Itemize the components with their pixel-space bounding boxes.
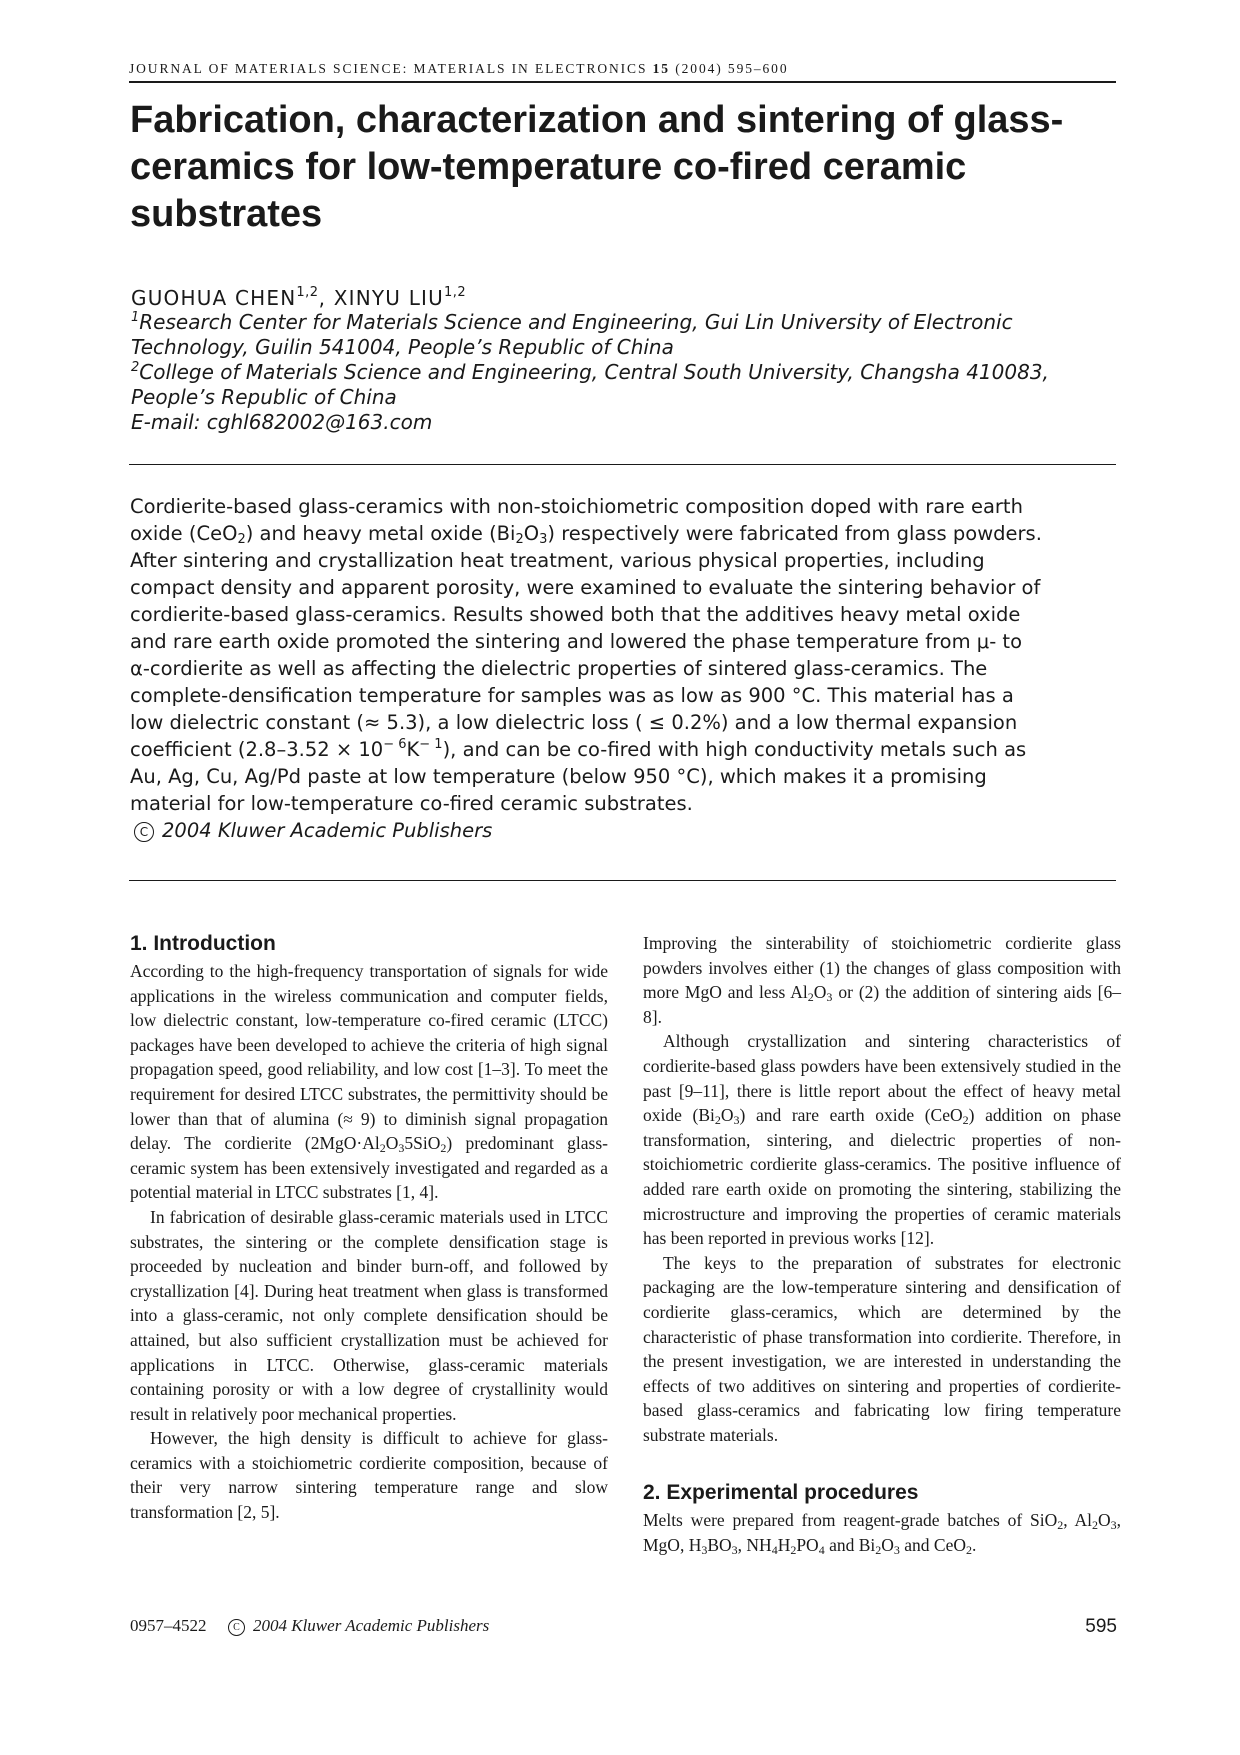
page-number: 595: [1085, 1616, 1117, 1637]
abstract-copyright: C 2004 Kluwer Academic Publishers: [130, 817, 1120, 844]
paragraph: In fabrication of desirable glass-ceramic materials used in LTCC substrates, the sintering or the complete densification stage is proceeded by nucleation and binder burn-off, and followed by crystallization [4]. During heat treatment when glass is transformed into a glass-ceramic, not only complete densification should be attained, but also sufficient crystallization must be achieved for applications in LTCC. Otherwise, glass-ceramic materials containing porosity or with a low degree of crystallinity would result in relatively poor mechanical properties.: [130, 1206, 608, 1424]
author-list: GUOHUA CHEN$^{1,2}$, XINYU LIU$^{1,2}$: [131, 285, 467, 310]
abstract-line: compact density and apparent porosity, were examined to evaluate the sintering behavior of: [130, 576, 1041, 599]
affiliation-line: People’s Republic of China: [131, 385, 397, 409]
abstract-line: α-cordierite as well as affecting the dielectric properties of sintered glass-ceramics. The: [130, 657, 988, 680]
running-head: [129, 61, 788, 77]
abstract-line: material for low-temperature co-fired ceramic substrates.: [130, 792, 693, 815]
abstract-line: complete-densification temperature for samples was as low as 900 °C. This material has a: [130, 684, 1014, 707]
footer-publisher: C 2004 Kluwer Academic Publishers: [228, 1616, 489, 1636]
header-rule: [129, 81, 1116, 83]
abstract-bottom-rule: [129, 880, 1116, 881]
section-heading: 2. Experimental procedures: [643, 1481, 919, 1505]
author-name: GUOHUA CHEN: [131, 286, 297, 310]
paragraph: According to the high-frequency transportation of signals for wide applications in the wireless communication and computer fields, low dielectric constant, low-temperature co-fired ceramic (LTCC) packages have been developed to achieve the criteria of high signal propagation speed, good reliability, and low cost [1–3]. To meet the requirement for desired LTCC substrates, the permittivity should be lower than that of alumina (≈ 9) to diminish signal propagation delay. The cordierite $(2MgO\cdot Al_2O_35SiO_2)$ predominant glass-ceramic system has been extensively investigated and regarded as a potential material in LTCC substrates [1, 4].: [130, 961, 608, 1203]
abstract: [130, 493, 1120, 844]
author-affiliation-mark: 1,2: [443, 285, 467, 300]
affiliation-line: $^2$College of Materials Science and Engineering, Central South University, Changsha 410083,: [131, 360, 1049, 384]
abstract-top-rule: [129, 464, 1116, 465]
paragraph: Melts were prepared from reagent-grade batches of SiO$_2$, $Al_2O_3$, MgO, $H_3BO_3$, $NH_4H_2PO_4$ and $Bi_2O_3$ and CeO$_2$.: [643, 1510, 1121, 1558]
abstract-line: low dielectric constant (≈ 5.3), a low dielectric loss ( ≤ 0.2%) and a low thermal expansion: [130, 711, 1018, 734]
section-heading: 1. Introduction: [130, 932, 276, 955]
paragraph: However, the high density is difficult to achieve for glass-ceramics with a stoichiometric cordierite composition, because of their very narrow sintering temperature range and slow transformation [2, 5].: [130, 1428, 608, 1523]
abstract-line: coefficient $(2.8-3.52 \times 10^{- 6}K^{- 1})$, and can be co-fired with high conductivity metals such as: [130, 737, 1027, 761]
paragraph: The keys to the preparation of substrates for electronic packaging are the low-temperature sintering and densification of cordierite glass-ceramics, which are determined by the characteristic of phase transformation into cordierite. Therefore, in the present investigation, we are interested in understanding the effects of two additives on sintering and properties of cordierite-based glass-ceramics and fabricating low firing temperature substrate materials.: [643, 1252, 1121, 1445]
abstract-line: Cordierite-based glass-ceramics with non-stoichiometric composition doped with rare earth: [130, 495, 1023, 518]
journal-volume: 15: [652, 61, 670, 76]
abstract-line: oxide (CeO$_2$) and heavy metal oxide $(Bi_2O_3)$ respectively were fabricated from glass powders.: [130, 522, 1042, 547]
author-email: E-mail: cghl682002@163.com: [131, 410, 433, 434]
author-affiliation-mark: 1,2: [296, 285, 319, 300]
affiliations: [131, 310, 1121, 435]
copyright-icon: C: [228, 1619, 245, 1636]
author-name: XINYU LIU: [333, 286, 444, 310]
abstract-line: cordierite-based glass-ceramics. Results showed both that the additives heavy metal oxide: [130, 603, 1021, 626]
journal-name: JOURNAL OF MATERIALS SCIENCE: MATERIALS IN ELECTRONICS: [129, 61, 648, 76]
journal-year-pages: (2004) 595–600: [675, 61, 789, 76]
paper-title: Fabrication, characterization and sintering of glass-ceramics for low-temperature co-fired ceramic substrates: [130, 99, 1064, 235]
right-column: [643, 931, 1121, 1558]
affiliation-line: $^1$Research Center for Materials Science and Engineering, Gui Lin University of Electronic: [131, 310, 1013, 334]
abstract-line: and rare earth oxide promoted the sintering and lowered the phase temperature from μ- to: [130, 630, 1023, 653]
copyright-icon: C: [134, 822, 154, 842]
section-gap: [643, 1447, 1121, 1480]
abstract-line: After sintering and crystallization heat treatment, various physical properties, including: [130, 549, 985, 572]
affiliation-line: Technology, Guilin 541004, People’s Republic of China: [131, 335, 674, 359]
paragraph: Improving the sinterability of stoichiometric cordierite glass powders involves either (1) the changes of glass composition with more MgO and less $Al_2O_3$ or (2) the addition of sintering aids [6–8].: [643, 933, 1121, 1027]
left-column: [130, 931, 608, 1525]
paragraph: Although crystallization and sintering characteristics of cordierite-based glass powders have been extensively studied in the past [9–11], there is little report about the effect of heavy metal oxide $(Bi_2O_3)$ and rare earth oxide (CeO$_2$) addition on phase transformation, sintering, and dielectric properties of non-stoichiometric cordierite glass-ceramics. The positive influence of added rare earth oxide on promoting the sintering, stabilizing the microstructure and improving the properties of ceramic materials has been reported in previous works [12].: [643, 1031, 1121, 1249]
abstract-line: Au, Ag, Cu, Ag/Pd paste at low temperature (below 950 °C), which makes it a promising: [130, 765, 987, 788]
issn: 0957–4522: [130, 1616, 207, 1635]
